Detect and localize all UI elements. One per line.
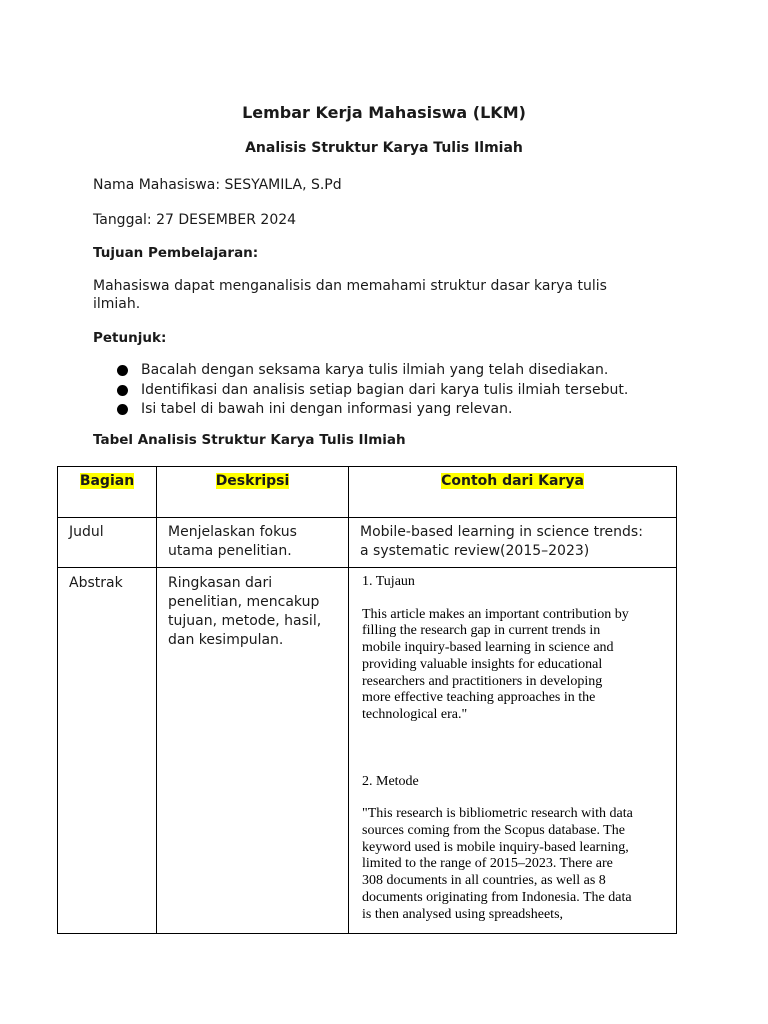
header-deskripsi: Deskripsi [215, 473, 290, 489]
example-quote [362, 806, 664, 923]
instruction-text: Bacalah dengan seksama karya tulis ilmiah yang telah disediakan. [141, 362, 609, 378]
text-line: This article makes an important contribution by [362, 606, 629, 622]
list-item [115, 400, 628, 420]
header-cell [58, 467, 157, 518]
table-row [58, 518, 677, 568]
section-example [349, 568, 676, 923]
objective-text [93, 277, 653, 313]
example-quote [362, 607, 664, 724]
text-line: a systematic review(2015–2023) [360, 543, 590, 559]
header-bagian: Bagian [79, 473, 135, 489]
text-line: documents originating from Indonesia. The data [362, 889, 632, 905]
example-heading: 1. Tujaun [362, 574, 415, 589]
header-cell [349, 467, 677, 518]
text-line: 308 documents in all countries, as well as 8 [362, 873, 606, 889]
date-line: Tanggal: 27 DESEMBER 2024 [93, 212, 297, 228]
text-line: tujuan, metode, hasil, [168, 613, 322, 629]
list-item [115, 381, 628, 401]
text-line: technological era." [362, 706, 468, 722]
text-line: mobile inquiry-based learning in science and [362, 640, 614, 656]
text-line: penelitian, mencakup [168, 594, 320, 610]
text-line: providing valuable insights for educational [362, 656, 603, 672]
student-name: Nama Mahasiswa: SESYAMILA, S.Pd [93, 177, 342, 193]
table-cell [58, 518, 157, 568]
section-description [157, 518, 348, 561]
bullet-icon [117, 365, 128, 376]
example-heading: 2. Metode [362, 773, 419, 789]
table-cell [349, 568, 677, 934]
text-line: keyword used is mobile inquiry-based learning, [362, 839, 629, 855]
text-line: researchers and practitioners in developing [362, 673, 603, 689]
table-cell [157, 568, 349, 934]
instruction-text: Identifikasi dan analisis setiap bagian dari karya tulis ilmiah tersebut. [141, 381, 629, 398]
section-example [349, 518, 676, 561]
objective-line: Mahasiswa dapat menganalisis dan memahami struktur dasar karya tulis [93, 278, 607, 294]
document-subtitle: Analisis Struktur Karya Tulis Ilmiah [245, 140, 523, 156]
table-row [58, 568, 677, 934]
text-line: sources coming from the Scopus database. The [362, 823, 625, 839]
text-line: is then analysed using spreadsheets, [362, 906, 564, 922]
bullet-icon [117, 385, 128, 396]
table-header-row [58, 467, 677, 518]
text-line: utama penelitian. [168, 543, 292, 559]
document-title: Lembar Kerja Mahasiswa (LKM) [242, 103, 526, 122]
text-line: Menjelaskan fokus [168, 524, 297, 540]
section-name: Judul [69, 524, 104, 540]
section-name: Abstrak [69, 575, 123, 591]
text-line: Mobile-based learning in science trends: [360, 524, 643, 540]
list-item [115, 361, 628, 381]
objective-line: ilmiah. [93, 296, 141, 312]
header-contoh: Contoh dari Karya [441, 473, 584, 489]
header-cell [157, 467, 349, 518]
text-line: filling the research gap in current trends in [362, 623, 601, 639]
table-cell [58, 568, 157, 934]
text-line: limited to the range of 2015–2023. There are [362, 856, 613, 872]
text-line: "This research is bibliometric research with data [362, 806, 633, 822]
text-line: dan kesimpulan. [168, 632, 284, 648]
table-cell [349, 518, 677, 568]
section-description [157, 568, 348, 650]
instruction-text: Isi tabel di bawah ini dengan informasi yang relevan. [141, 401, 513, 417]
bullet-icon [117, 404, 128, 415]
instructions-list [115, 361, 628, 420]
analysis-table [57, 466, 677, 934]
table-title: Tabel Analisis Struktur Karya Tulis Ilmiah [93, 432, 406, 448]
table-cell [157, 518, 349, 568]
text-line: more effective teaching approaches in the [362, 690, 596, 706]
instructions-heading: Petunjuk: [93, 330, 167, 346]
objective-heading: Tujuan Pembelajaran: [93, 245, 259, 261]
text-line: Ringkasan dari [168, 575, 273, 591]
